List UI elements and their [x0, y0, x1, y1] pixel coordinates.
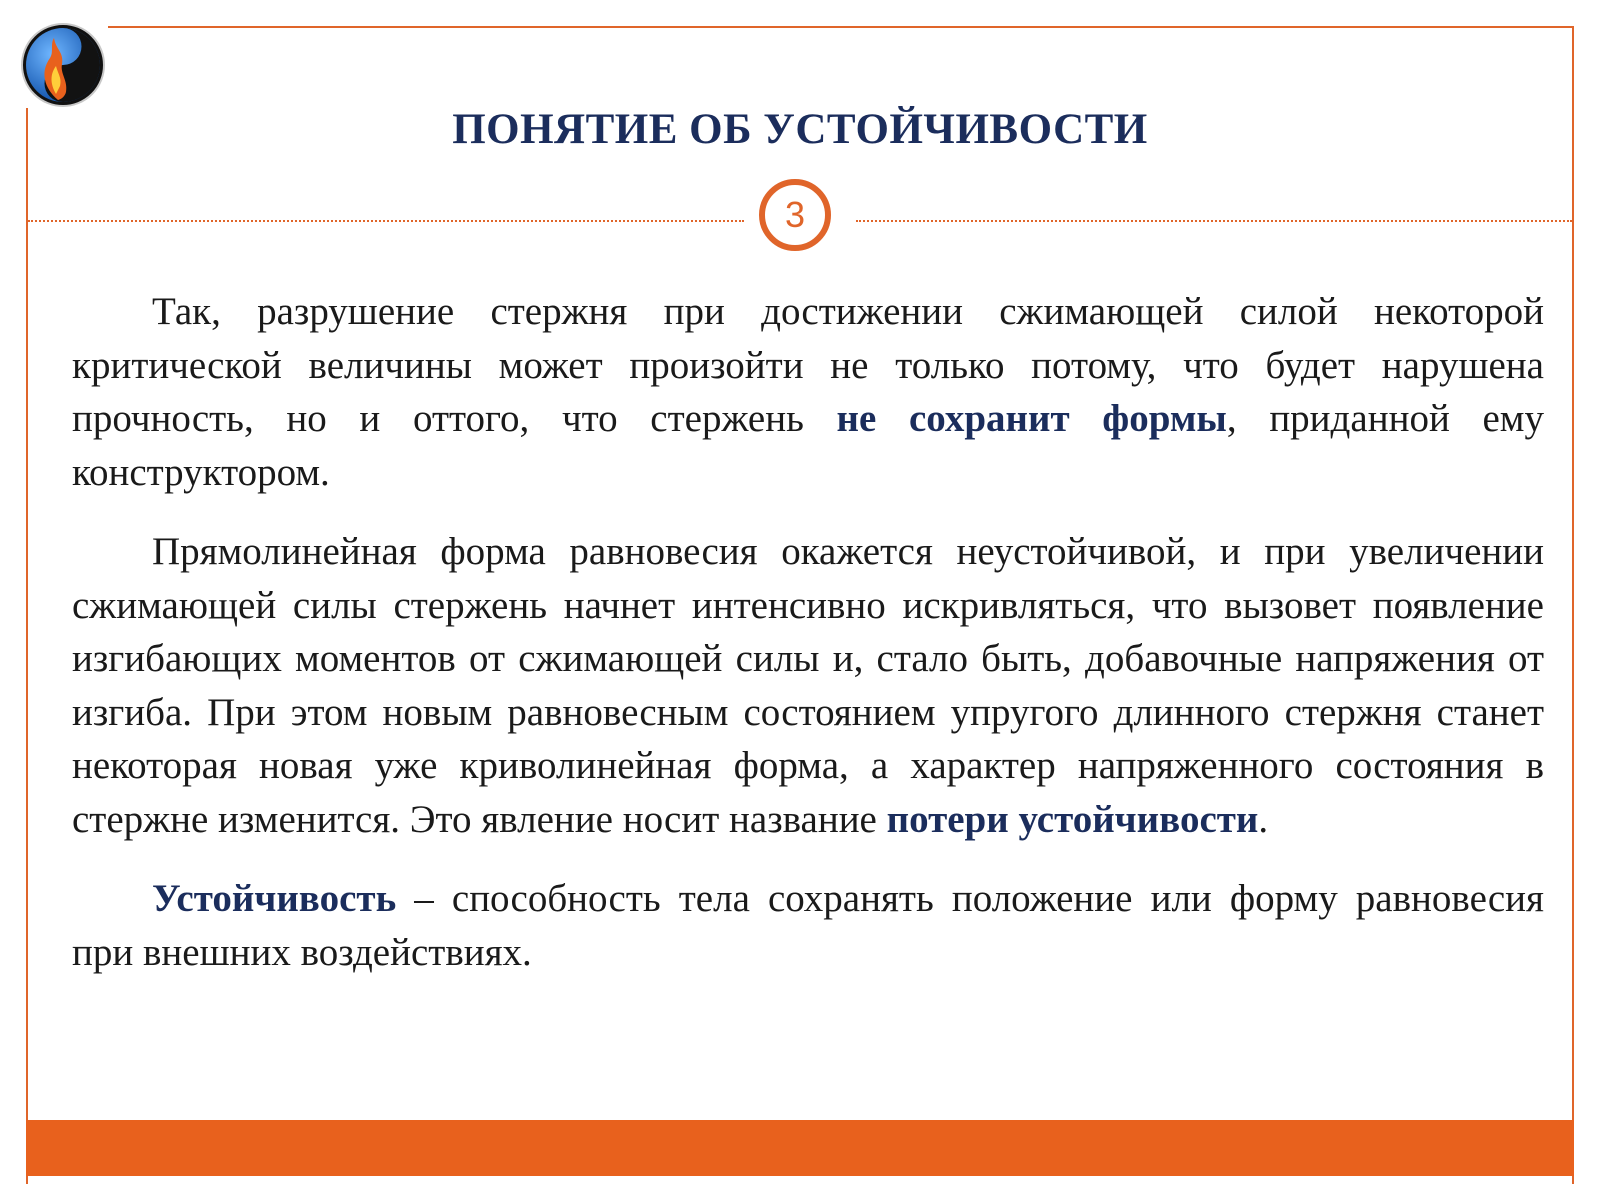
- paragraph-2: [72, 525, 1544, 846]
- paragraph-text: , приданной ему конструктором.: [72, 397, 1544, 494]
- slide-title: ПОНЯТИЕ ОБ УСТОЙЧИВОСТИ: [452, 106, 1148, 153]
- paragraph-1: [72, 285, 1544, 499]
- paragraph-text: .: [1258, 797, 1269, 841]
- yin-yang-flame-logo-icon: [20, 22, 106, 108]
- paragraph-text: Прямолинейная форма равновесия окажется неустойчивой, и при увеличении сжимающей силы стержень начнет интенсивно искривляться, что вызовет появление изгибающих моментов от сжимающей силы и, стало быть, добавочные напряжения от изгиба. При этом новым равновесным состоянием упругого длинного стержня станет некоторая новая уже криволинейная форма, а характер напряженного состояния в стержне изменится. Это явление носит название: [72, 530, 1544, 841]
- slide-body: [72, 285, 1544, 1005]
- paragraph-text: Так, разрушение стержня при достижении сжимающей силой некоторой критической величины может произойти не только потому, что будет нарушена прочность, но и оттого, что стержень: [72, 290, 1544, 440]
- definition-term: Устойчивость: [152, 877, 397, 920]
- separator-right: [856, 220, 1572, 222]
- frame-top-line: [108, 26, 1574, 28]
- frame-right-line: [1572, 26, 1574, 1184]
- highlight-term: потери устойчивости: [886, 797, 1259, 841]
- separator-left: [28, 220, 744, 222]
- bottom-accent-bar: [26, 1120, 1574, 1176]
- page-number-badge: 3: [759, 179, 831, 251]
- paragraph-text: – способность тела сохранять положение или форму равновесия при внешних воздействиях.: [72, 877, 1544, 974]
- frame-left-line: [26, 108, 28, 1184]
- paragraph-3-definition: [72, 872, 1544, 979]
- highlight-term: не сохранит формы: [836, 397, 1227, 440]
